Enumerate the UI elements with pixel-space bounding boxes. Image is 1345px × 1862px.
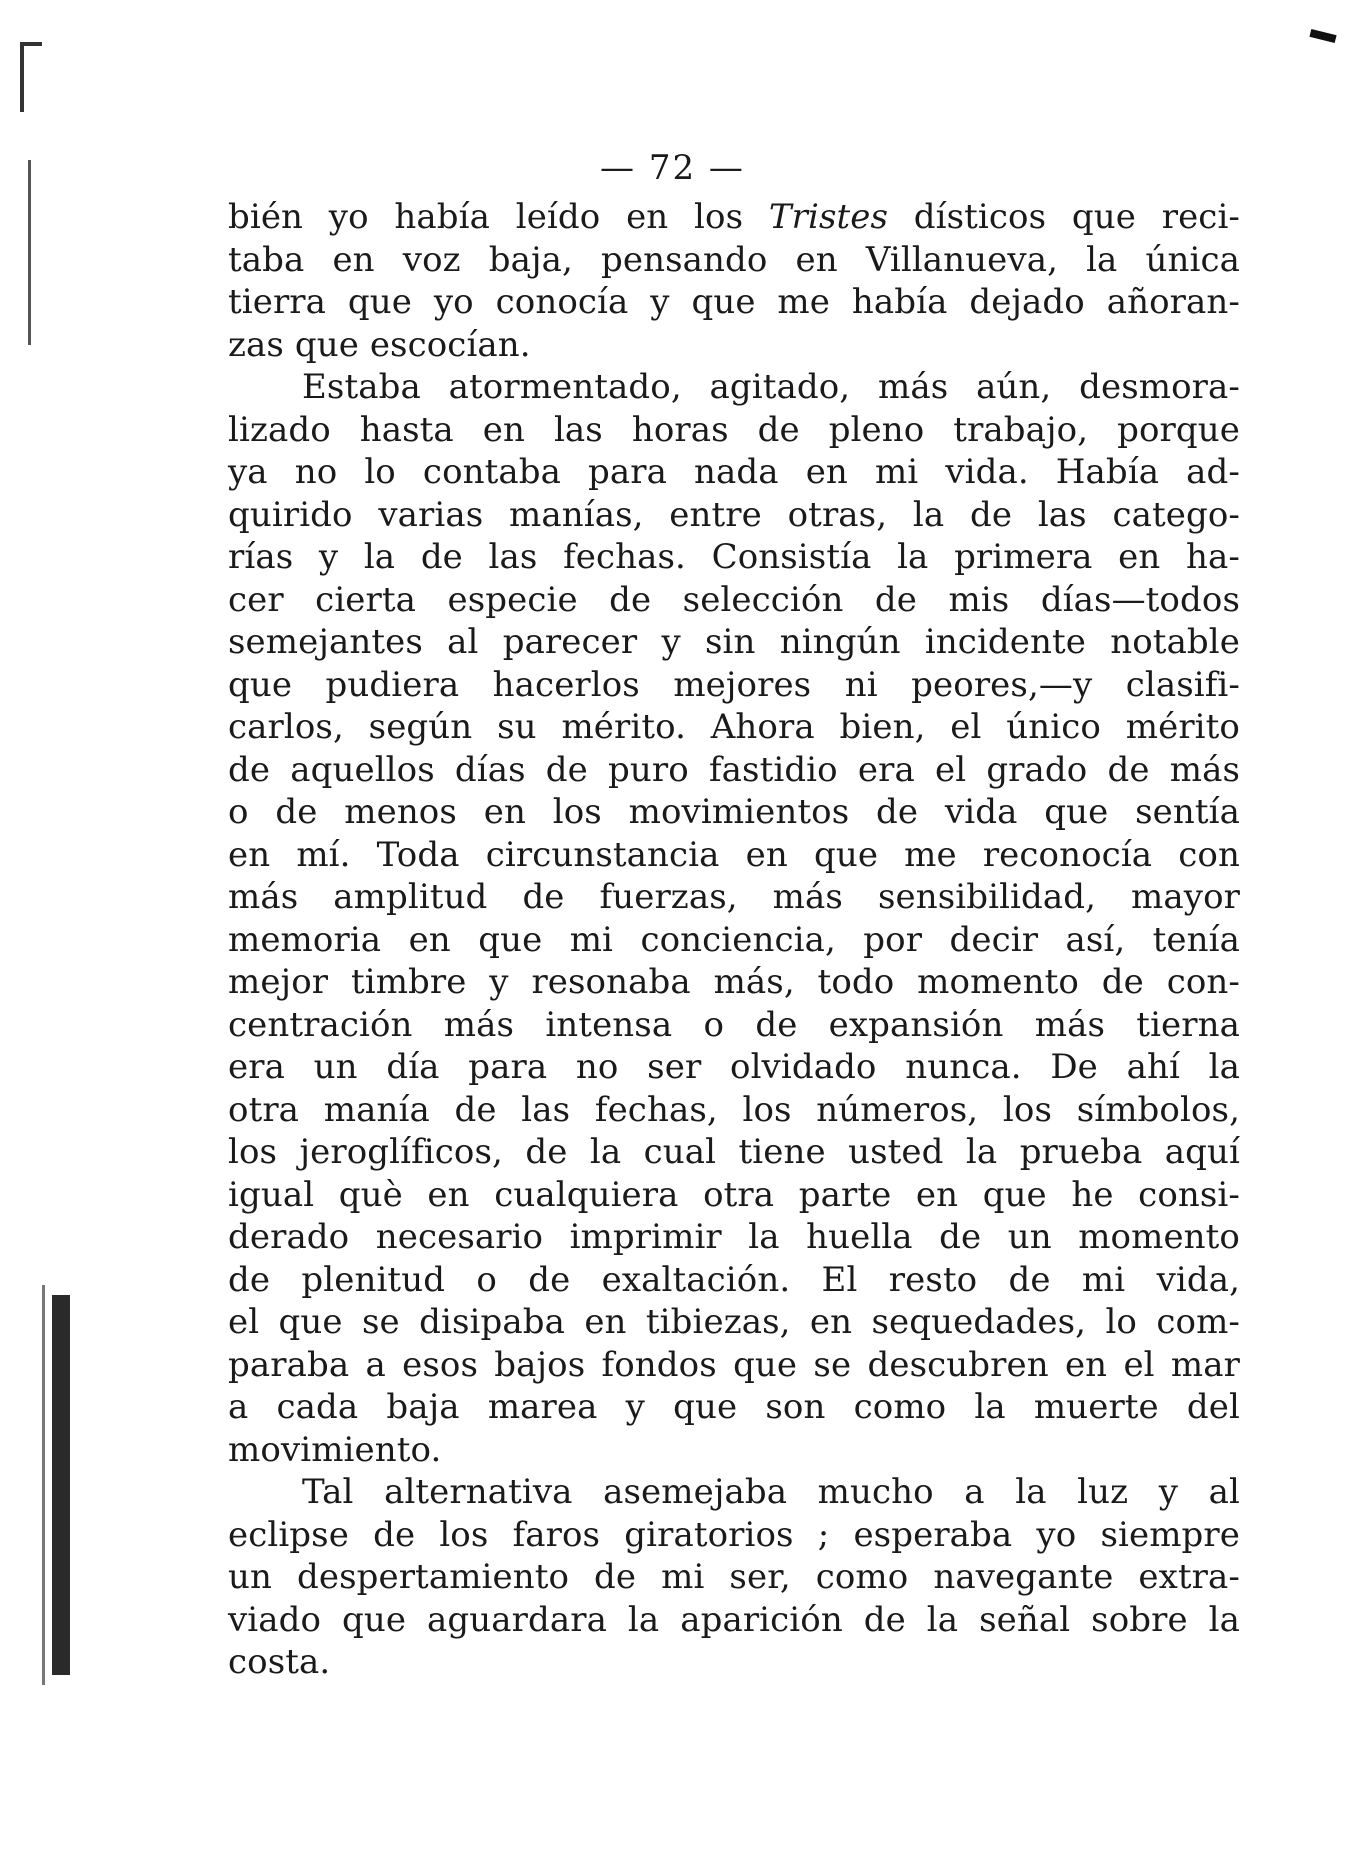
- text-segment: dísticos que reci-: [888, 197, 1241, 237]
- text-line: semejantes al parecer y sin ningún incidente notable: [228, 622, 1240, 662]
- text-line: centración más intensa o de expansión más tierna: [228, 1004, 1240, 1045]
- text-line: carlos, según su mérito. Ahora bien, el único mérito: [228, 707, 1240, 747]
- text-segment: bién yo había leído en los: [228, 197, 769, 237]
- text-line: lizado hasta en las horas de pleno trabajo, porque: [228, 409, 1240, 450]
- text-line: de aquellos días de puro fastidio era el grado de más: [228, 749, 1240, 790]
- text-line: era un día para no ser olvidado nunca. De ahí la: [228, 1047, 1240, 1087]
- text-line: igual què en cualquiera otra parte en que he consi-: [228, 1174, 1240, 1215]
- text-line: mejor timbre y resonaba más, todo momento de con-: [228, 962, 1240, 1002]
- text-line: costa.: [228, 1642, 331, 1682]
- text-line: los jeroglíficos, de la cual tiene usted la prueba aquí: [228, 1132, 1240, 1172]
- text-line: de plenitud o de exaltación. El resto de mi vida,: [228, 1259, 1240, 1300]
- text-line: que pudiera hacerlos mejores ni peores,—y clasifi-: [228, 664, 1240, 705]
- text-line: paraba a esos bajos fondos que se descubren en el mar: [228, 1344, 1240, 1385]
- text-line: en mí. Toda circunstancia en que me reconocía con: [228, 834, 1240, 875]
- page-number: — 72 —: [600, 148, 745, 188]
- scan-edge-mark-top-bar: [20, 42, 42, 46]
- text-line: derado necesario imprimir la huella de un momento: [228, 1217, 1240, 1257]
- book-title-italic: Tristes: [768, 197, 889, 237]
- text-line: movimiento.: [228, 1429, 442, 1470]
- text-line: Estaba atormentado, agitado, más aún, desmora-: [302, 367, 1240, 407]
- text-line: memoria en que mi conciencia, por decir así, tenía: [228, 919, 1240, 960]
- text-line: taba en voz baja, pensando en Villanueva, la única: [228, 239, 1240, 280]
- scan-edge-mark-top: [20, 42, 24, 112]
- text-line: el que se disipaba en tibiezas, en sequedades, lo com-: [228, 1302, 1240, 1342]
- text-line: zas que escocían.: [228, 324, 531, 365]
- text-line: o de menos en los movimientos de vida que sentía: [228, 792, 1240, 832]
- text-line: quirido varias manías, entre otras, la de las catego-: [228, 494, 1240, 535]
- text-line: más amplitud de fuerzas, más sensibilidad, mayor: [228, 877, 1240, 917]
- scan-edge-mark-lower: [52, 1295, 70, 1675]
- text-line: rías y la de las fechas. Consistía la primera en ha-: [228, 537, 1240, 577]
- scan-edge-mark-lower-thin: [42, 1285, 45, 1685]
- text-line: un despertamiento de mi ser, como navegante extra-: [228, 1557, 1240, 1597]
- text-line: tierra que yo conocía y que me había dejado añoran-: [228, 282, 1240, 322]
- text-line: Tal alternativa asemejaba mucho a la luz y al: [302, 1472, 1240, 1512]
- text-line: otra manía de las fechas, los números, los símbolos,: [228, 1089, 1240, 1130]
- text-line: [228, 196, 1240, 239]
- text-line: cer cierta especie de selección de mis días—todos: [228, 579, 1240, 620]
- text-line: ya no lo contaba para nada en mi vida. Había ad-: [228, 452, 1240, 492]
- text-line: eclipse de los faros giratorios ; esperaba yo siempre: [228, 1514, 1240, 1555]
- scan-corner-mark: [1309, 29, 1336, 43]
- text-line: a cada baja marea y que son como la muerte del: [228, 1387, 1240, 1427]
- text-line: viado que aguardara la aparición de la señal sobre la: [228, 1599, 1240, 1640]
- body-text: [228, 196, 1240, 1684]
